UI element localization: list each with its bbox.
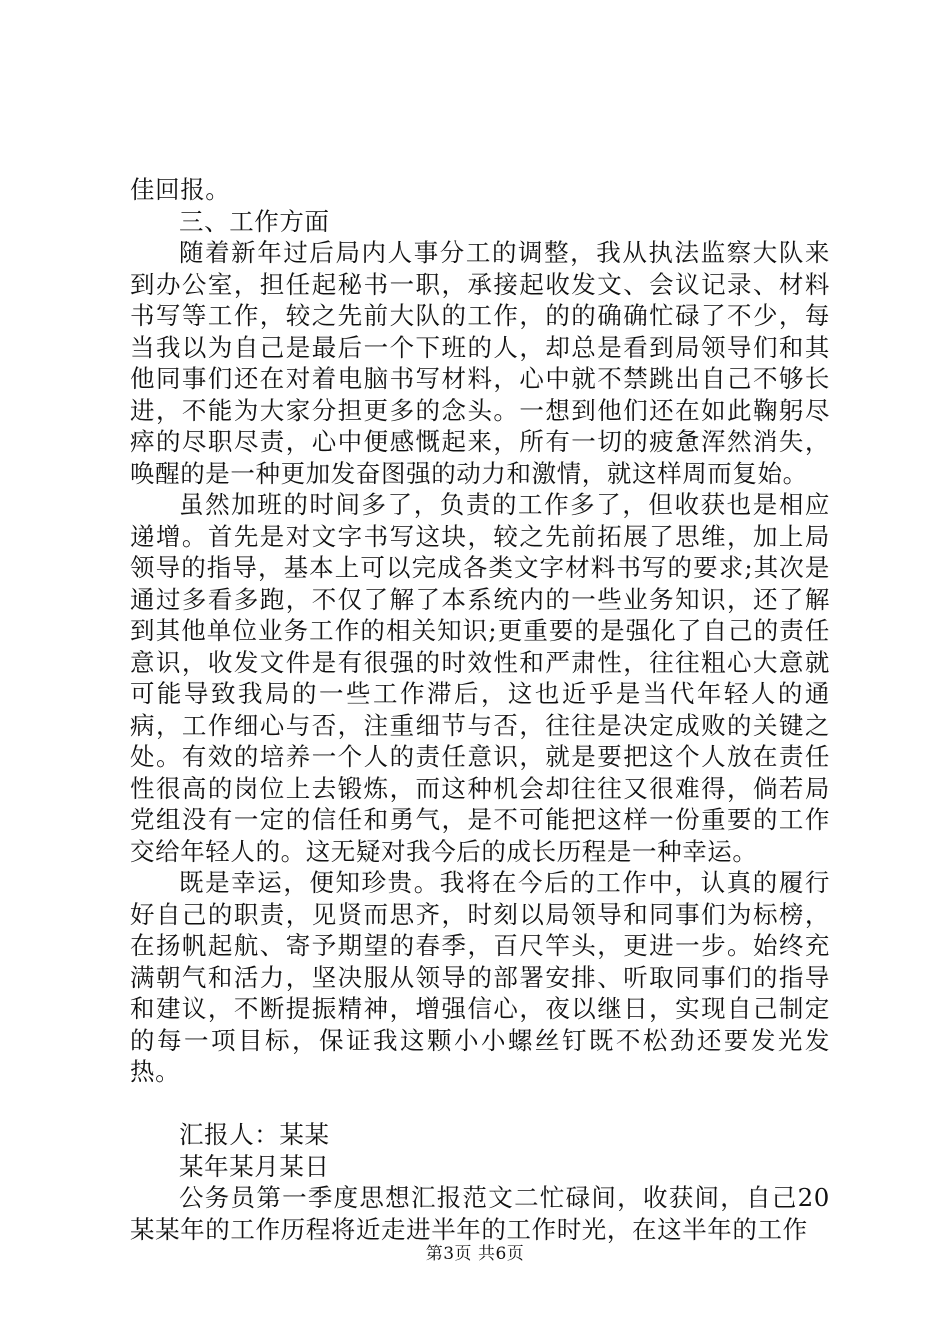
- reporter-signature: 汇报人：某某: [179, 1120, 330, 1149]
- paragraph: 公务员第一季度思想汇报范文二忙碌间，收获间，自己20某某年的工作历程将近走进半年的工作时光，在这半年的工作: [130, 1183, 830, 1244]
- paragraph: 虽然加班的时间多了，负责的工作多了，但收获也是相应递增。首先是对文字书写这块，较之先前拓展了思维，加上局领导的指导，基本上可以完成各类文字材料书写的要求;其次是通过多看多跑，不仅了解了本系统内的一些业务知识，还了解到其他单位业务工作的相关知识;更重要的是强化了自己的责任意识，收发文件是有很强的时效性和严肃性，往往粗心大意就可能导致我局的一些工作滞后，这也近乎是当代年轻人的通病，工作细心与否，注重细节与否，往往是决定成败的关键之处。有效的培养一个人的责任意识，就是要把这个人放在责任性很高的岗位上去锻炼，而这种机会却往往又很难得，倘若局党组没有一定的信任和勇气，是不可能把这样一份重要的工作交给年轻人的。这无疑对我今后的成长历程是一种幸运。: [130, 490, 830, 866]
- page-number: 第3页 共6页: [425, 1244, 525, 1264]
- document-body: [130, 174, 830, 1245]
- paragraph: 既是幸运，便知珍贵。我将在今后的工作中，认真的履行好自己的职责，见贤而思齐，时刻以局领导和同事们为标榜，在扬帆起航、寄予期望的春季，百尺竿头，更进一步。始终充满朝气和活力，坚决服从领导的部署安排、听取同事们的指导和建议，不断提振精神，增强信心，夜以继日，实现自己制定的每一项目标，保证我这颗小小螺丝钉既不松劲还要发光发热。: [130, 868, 830, 1086]
- paragraph: 随着新年过后局内人事分工的调整，我从执法监察大队来到办公室，担任起秘书一职，承接起收发文、会议记录、材料书写等工作，较之先前大队的工作，的的确确忙碌了不少，每当我以为自己是最后一个下班的人，却总是看到局领导们和其他同事们还在对着电脑书写材料，心中就不禁跳出自己不够长进，不能为大家分担更多的念头。一想到他们还在如此鞠躬尽瘁的尽职尽责，心中便感慨起来，所有一切的疲惫浑然消失，唤醒的是一种更加发奋图强的动力和激情，就这样周而复始。: [130, 238, 830, 488]
- report-date: 某年某月某日: [179, 1151, 330, 1181]
- page-footer: [0, 1244, 950, 1264]
- section-heading: 三、工作方面: [179, 206, 330, 236]
- paragraph-continuation: 佳回报。: [130, 175, 231, 204]
